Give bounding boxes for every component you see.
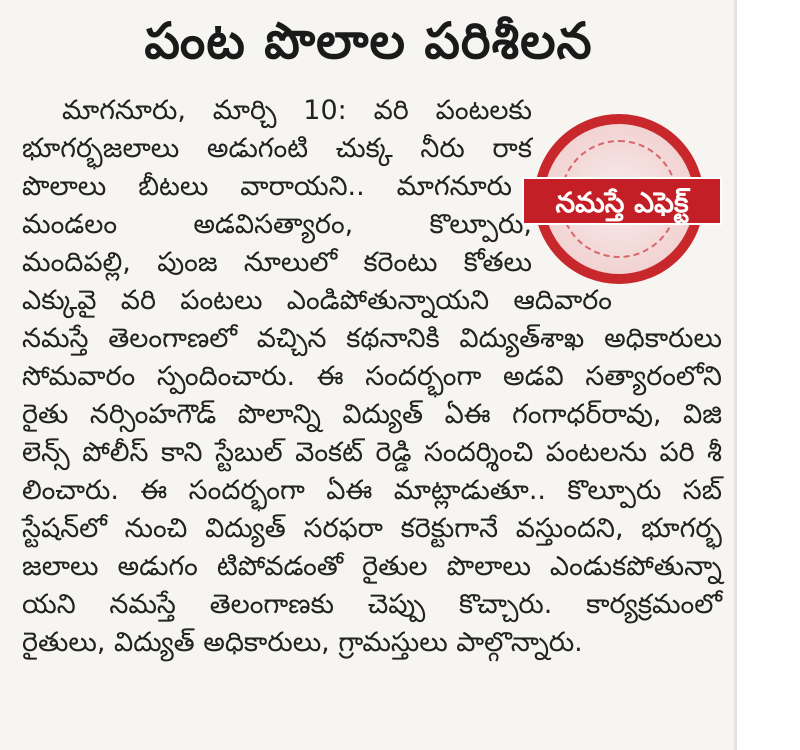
article-line: లించారు. ఈ సందర్భంగా ఏఈ మాట్లాడుతూ.. కొల్పూరు సబ్: [22, 475, 722, 506]
article-line: సోమవారం స్పందించారు. ఈ సందర్భంగా అడవి సత్యారంలోని: [22, 361, 722, 392]
article-line: ఎక్కువై వరి పంటలు ఎండిపోతున్నాయని ఆదివారం: [22, 285, 612, 316]
article-line: మాగనూరు, మార్చి 10: వరి పంటలకు: [62, 95, 532, 126]
article-line: యని నమస్తే తెలంగాణకు చెప్పు కొచ్చారు. కార్యక్రమంలో: [22, 589, 722, 620]
article-line: లెన్స్ పోలీస్ కాని స్టేబుల్ వెంకట్ రెడ్డి సందర్శించి పంటలను పరి శీ: [22, 437, 722, 468]
article-line: మందిపల్లి, పుంజ నూలులో కరెంటు కోతలు: [22, 247, 532, 278]
article-line: రైతులు, విద్యుత్ అధికారులు, గ్రామస్తులు పాల్గొన్నారు.: [22, 627, 583, 658]
article-line: భూగర్భజలాలు అడుగంటి చుక్క నీరు రాక: [22, 133, 532, 164]
headline: పంట పొలాల పరిశీలన: [144, 12, 593, 70]
article-line: రైతు నర్సింహగౌడ్ పొలాన్ని విద్యుత్ ఏఈ గంగాధర్‌రావు, విజి: [22, 399, 722, 430]
article-line: పొలాలు బీటలు వారాయని.. మాగనూరు: [22, 171, 512, 202]
article-line: నమస్తే తెలంగాణలో వచ్చిన కథనానికి విద్యుత్‌శాఖ అధికారులు: [22, 323, 722, 354]
article-line: జలాలు అడుగం టిపోవడంతో రైతుల పొలాలు ఎండుకపోతున్నా: [22, 551, 722, 582]
stamp-label: నమస్తే ఎఫెక్ట్: [522, 177, 722, 225]
article-line: స్టేషన్‌లో నుంచి విద్యుత్ సరఫరా కరెక్టుగానే వస్తుందని, భూగర్భ: [22, 513, 722, 544]
article-line: మండలం అడవిసత్యారం, కొల్పూరు,: [22, 209, 532, 240]
namaste-effect-stamp: [522, 114, 722, 289]
